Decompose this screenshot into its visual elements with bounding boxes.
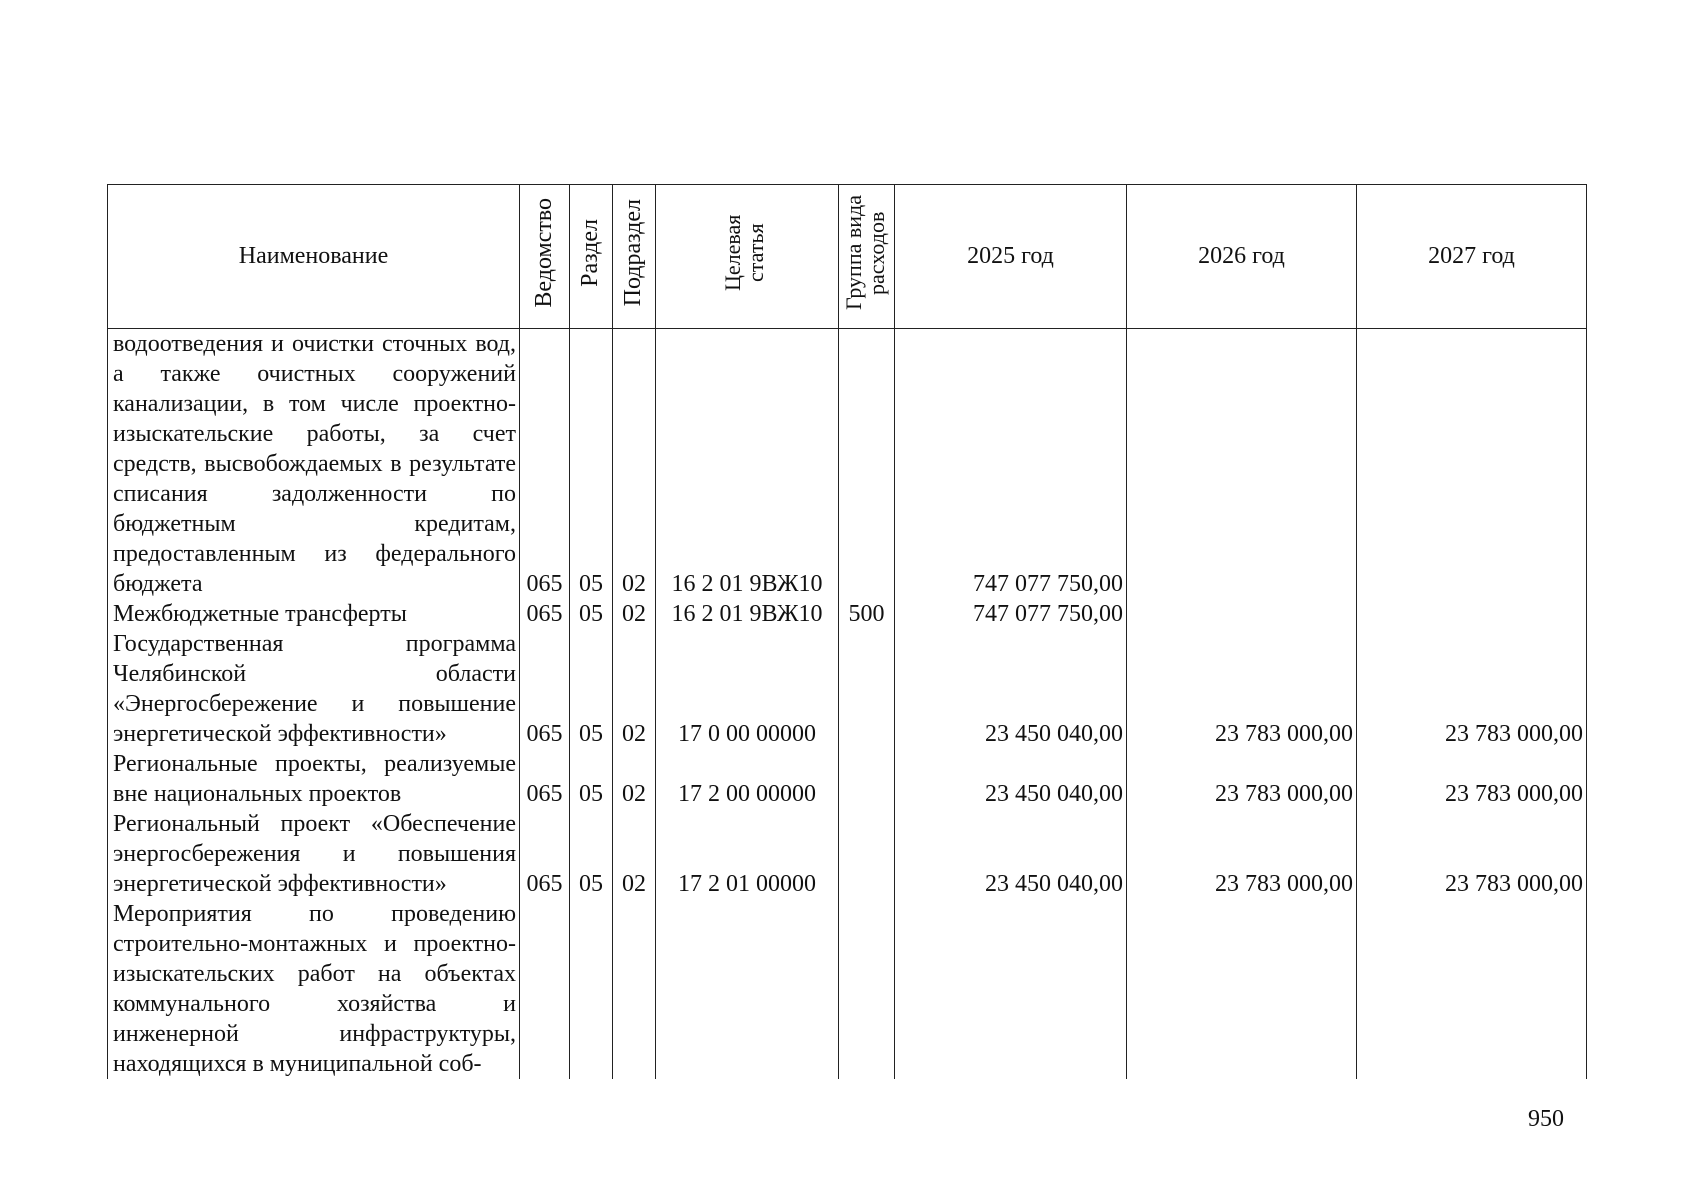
- header-2027: 2027 год: [1357, 185, 1587, 329]
- row-razdel: [570, 899, 613, 1079]
- row-target-article: 17 0 00 00000: [656, 629, 839, 749]
- row-vedomstvo: 065: [520, 749, 570, 809]
- row-2026: 23 783 000,00: [1127, 629, 1357, 749]
- row-target-article: 17 2 00 00000: [656, 749, 839, 809]
- row-2026: 23 783 000,00: [1127, 809, 1357, 899]
- row-2025: 23 450 040,00: [895, 809, 1127, 899]
- row-2027: [1357, 599, 1587, 629]
- row-2026: [1127, 899, 1357, 1079]
- row-razdel: 05: [570, 749, 613, 809]
- table-row: [108, 629, 1587, 749]
- budget-table: [107, 184, 1587, 1079]
- row-name: Мероприятия по проведению строительно-монтажных и проектно-изыскательских работ на объектах коммунального хозяйства и инженерной инфраструктуры, находящихся в муниципальной соб-: [108, 899, 520, 1079]
- row-expense-group: 500: [839, 599, 895, 629]
- row-podrazdel: 02: [613, 629, 656, 749]
- row-expense-group: [839, 749, 895, 809]
- header-2026: 2026 год: [1127, 185, 1357, 329]
- row-target-article: 16 2 01 9ВЖ10: [656, 329, 839, 600]
- row-2025: [895, 899, 1127, 1079]
- row-2025: 747 077 750,00: [895, 329, 1127, 600]
- table-row: [108, 899, 1587, 1079]
- row-name: Региональные проекты, реализуемые вне национальных проектов: [108, 749, 520, 809]
- row-2027: [1357, 899, 1587, 1079]
- header-row: [108, 185, 1587, 329]
- row-podrazdel: 02: [613, 809, 656, 899]
- row-razdel: 05: [570, 329, 613, 600]
- row-vedomstvo: 065: [520, 329, 570, 600]
- row-podrazdel: 02: [613, 599, 656, 629]
- row-name: Межбюджетные трансферты: [108, 599, 520, 629]
- row-name: Региональный проект «Обеспечение энергосбережения и повышения энергетической эффективности»: [108, 809, 520, 899]
- row-podrazdel: 02: [613, 749, 656, 809]
- row-podrazdel: [613, 899, 656, 1079]
- row-target-article: 16 2 01 9ВЖ10: [656, 599, 839, 629]
- row-2025: 23 450 040,00: [895, 749, 1127, 809]
- header-expense-group: Группа вида расходов: [839, 185, 895, 329]
- row-2025: 747 077 750,00: [895, 599, 1127, 629]
- row-2027: 23 783 000,00: [1357, 809, 1587, 899]
- header-2025: 2025 год: [895, 185, 1127, 329]
- row-2026: [1127, 329, 1357, 600]
- page-number: 950: [1528, 1106, 1564, 1132]
- table-row: [108, 599, 1587, 629]
- row-expense-group: [839, 809, 895, 899]
- row-name: водоотведения и очистки сточных вод, а также очистных сооружений канализации, в том числе проектно-изыскательские работы, за счет средств, высвобождаемых в результате списания задолженности по бюджетным кредитам, предоставленным из федерального бюджета: [108, 329, 520, 600]
- table-row: [108, 329, 1587, 600]
- row-expense-group: [839, 629, 895, 749]
- row-name: Государственная программа Челябинской области «Энергосбережение и повышение энергетической эффективности»: [108, 629, 520, 749]
- row-podrazdel: 02: [613, 329, 656, 600]
- row-razdel: 05: [570, 599, 613, 629]
- row-expense-group: [839, 899, 895, 1079]
- row-target-article: 17 2 01 00000: [656, 809, 839, 899]
- table-row: [108, 749, 1587, 809]
- header-podrazdel: Подраздел: [613, 185, 656, 329]
- header-name: Наименование: [108, 185, 520, 329]
- row-vedomstvo: 065: [520, 599, 570, 629]
- row-2026: 23 783 000,00: [1127, 749, 1357, 809]
- row-vedomstvo: 065: [520, 809, 570, 899]
- row-2026: [1127, 599, 1357, 629]
- table-row: [108, 809, 1587, 899]
- row-target-article: [656, 899, 839, 1079]
- header-target-article: Целевая статья: [656, 185, 839, 329]
- header-vedomstvo: Ведомство: [520, 185, 570, 329]
- row-2027: 23 783 000,00: [1357, 749, 1587, 809]
- row-2027: [1357, 329, 1587, 600]
- row-vedomstvo: [520, 899, 570, 1079]
- row-expense-group: [839, 329, 895, 600]
- row-razdel: 05: [570, 629, 613, 749]
- row-2025: 23 450 040,00: [895, 629, 1127, 749]
- row-2027: 23 783 000,00: [1357, 629, 1587, 749]
- header-razdel: Раздел: [570, 185, 613, 329]
- row-razdel: 05: [570, 809, 613, 899]
- row-vedomstvo: 065: [520, 629, 570, 749]
